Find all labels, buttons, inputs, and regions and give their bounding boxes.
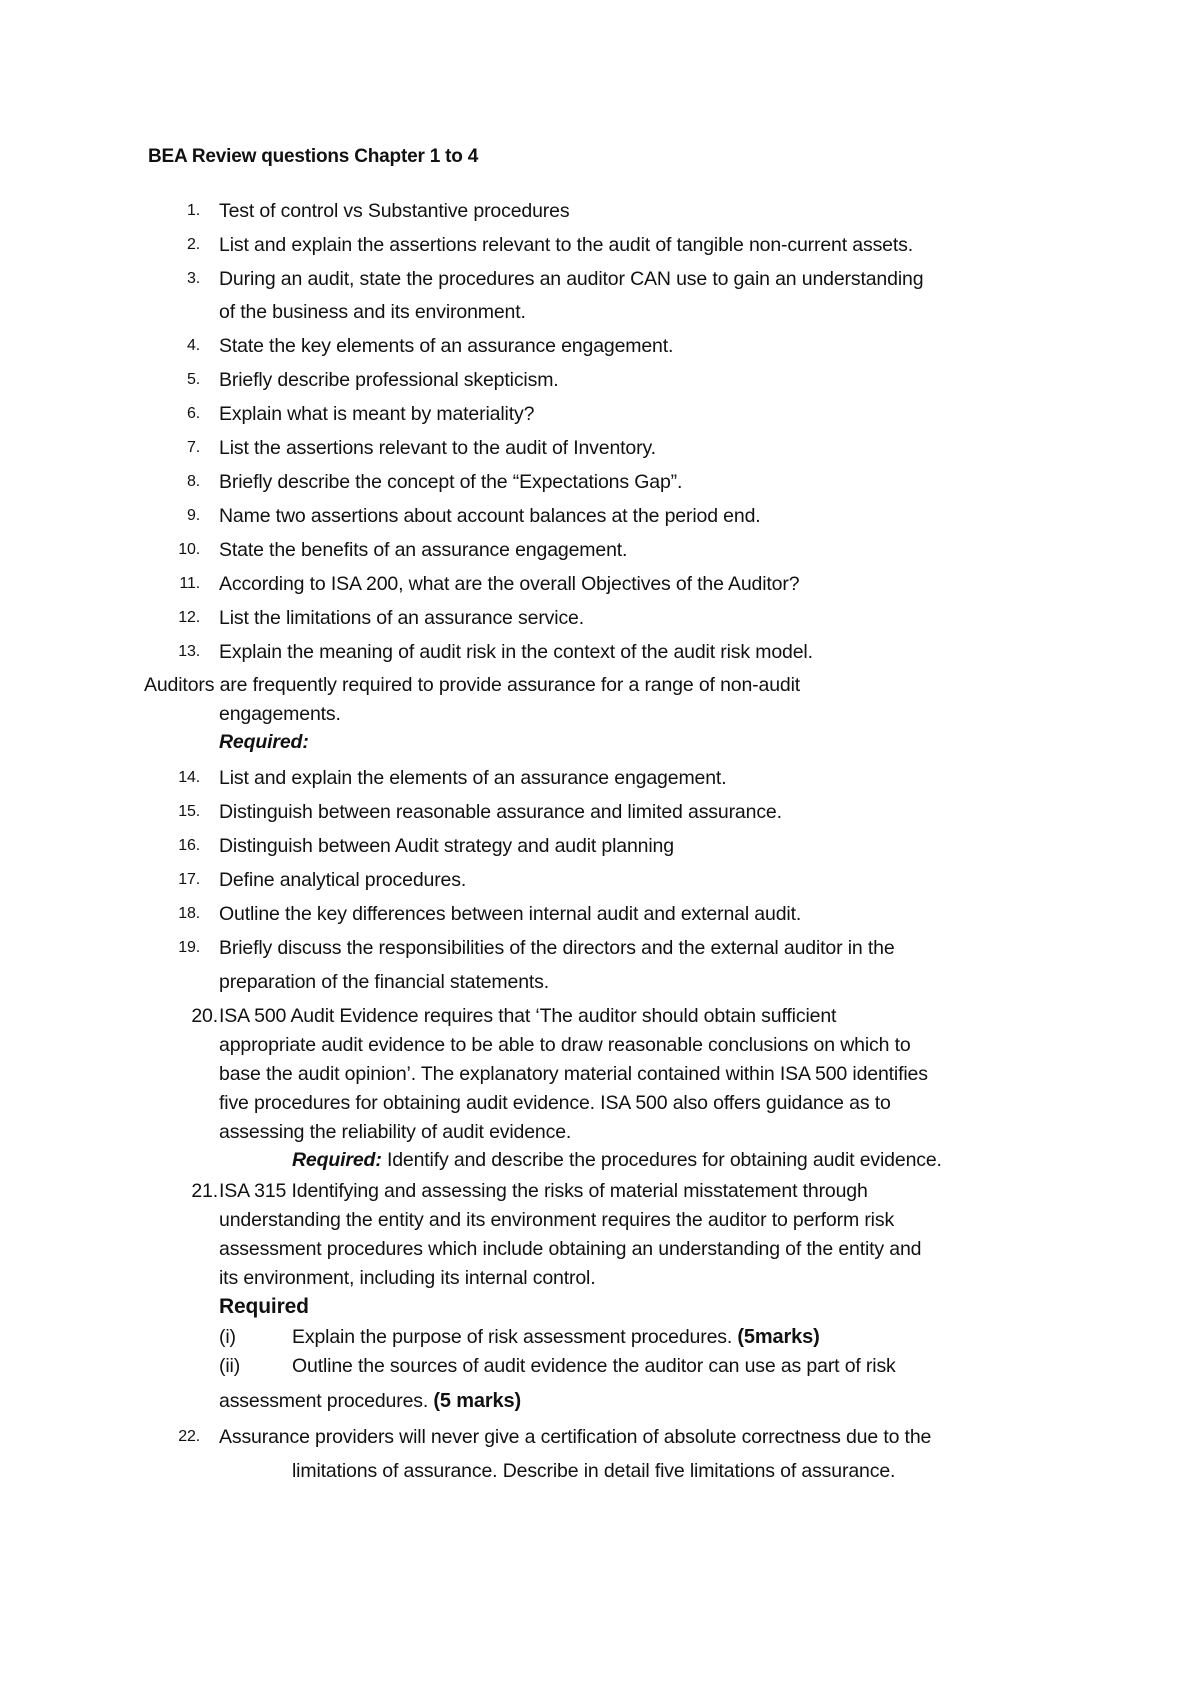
marks-label: (5 marks): [433, 1390, 521, 1412]
required-label: Required:: [292, 1149, 382, 1171]
question-text: According to ISA 200, what are the overall Objectives of the Auditor?: [219, 573, 800, 595]
question-text: ISA 315 Identifying and assessing the risks of material misstatement through: [219, 1180, 868, 1202]
question-text: of the business and its environment.: [219, 301, 526, 323]
question-number: 16.: [178, 837, 200, 854]
question-text: assessment procedures which include obtaining an understanding of the entity and: [219, 1238, 922, 1260]
question-text: Briefly describe the concept of the “Expectations Gap”.: [219, 471, 683, 493]
question-text: Explain what is meant by materiality?: [219, 403, 535, 425]
question-number: 5.: [186, 371, 200, 388]
question-text: ISA 500 Audit Evidence requires that ‘The auditor should obtain sufficient: [219, 1005, 837, 1027]
question-text: assessing the reliability of audit evidence.: [219, 1121, 572, 1143]
question-number: 3.: [186, 270, 200, 287]
question-number: 1.: [186, 202, 200, 219]
question-number: 9.: [186, 507, 200, 524]
question-text: List the assertions relevant to the audit of Inventory.: [219, 437, 656, 459]
question-text: its environment, including its internal control.: [219, 1267, 596, 1289]
question-number: 11.: [179, 575, 200, 592]
question-number: 19.: [178, 939, 200, 956]
question-text: Define analytical procedures.: [219, 869, 467, 891]
question-text: preparation of the financial statements.: [219, 971, 550, 993]
sub-question-text-wrap: [292, 1324, 820, 1350]
question-text: Distinguish between Audit strategy and audit planning: [219, 835, 674, 857]
list-item-continuation: limitations of assurance. Describe in detail five limitations of assurance.: [292, 1460, 896, 1482]
question-text: Explain the meaning of audit risk in the context of the audit risk model.: [219, 641, 813, 663]
required-label: Required: [219, 1295, 309, 1318]
question-number: 15.: [178, 803, 200, 820]
question-number: 12.: [178, 609, 200, 626]
question-number: 4.: [186, 337, 200, 354]
question-text: understanding the entity and its environment requires the auditor to perform risk: [219, 1209, 895, 1231]
sub-question-label: (ii): [219, 1355, 241, 1377]
intro-text-continuation: engagements.: [219, 703, 341, 725]
page-title: BEA Review questions Chapter 1 to 4: [148, 146, 479, 167]
marks-label: (5marks): [737, 1326, 820, 1348]
question-text: Distinguish between reasonable assurance and limited assurance.: [219, 801, 782, 823]
required-label: Required:: [219, 731, 309, 753]
sub-question-continuation: [219, 1388, 521, 1414]
question-text: Assurance providers will never give a certification of absolute correctness due to the: [219, 1426, 932, 1448]
question-text: five procedures for obtaining audit evidence. ISA 500 also offers guidance as to: [219, 1092, 891, 1114]
question-number: 10.: [178, 541, 200, 558]
required-line: [292, 1147, 942, 1173]
question-number: 20.: [191, 1005, 218, 1027]
question-number: 22.: [178, 1428, 200, 1445]
required-text: Identify and describe the procedures for obtaining audit evidence.: [381, 1149, 942, 1171]
question-text: State the key elements of an assurance engagement.: [219, 335, 674, 357]
question-number: 14.: [178, 769, 200, 786]
question-text: base the audit opinion’. The explanatory material contained within ISA 500 identifies: [219, 1063, 928, 1085]
question-number: 8.: [186, 473, 200, 490]
question-text: Test of control vs Substantive procedures: [219, 200, 570, 222]
question-number: 6.: [186, 405, 200, 422]
question-text: List the limitations of an assurance service.: [219, 607, 585, 629]
sub-question-text: Outline the sources of audit evidence the auditor can use as part of risk: [292, 1355, 896, 1377]
question-number: 7.: [186, 439, 200, 456]
question-text: During an audit, state the procedures an auditor CAN use to gain an understanding: [219, 268, 924, 290]
question-text: Briefly discuss the responsibilities of the directors and the external auditor in the: [219, 937, 895, 959]
question-text: appropriate audit evidence to be able to draw reasonable conclusions on which to: [219, 1034, 911, 1056]
question-text: Name two assertions about account balances at the period end.: [219, 505, 761, 527]
question-number: 17.: [178, 871, 200, 888]
question-number: 2.: [186, 236, 200, 253]
question-number: 21.: [191, 1180, 218, 1202]
question-text: Outline the key differences between internal audit and external audit.: [219, 903, 802, 925]
question-text: Briefly describe professional skepticism.: [219, 369, 559, 391]
question-text: List and explain the assertions relevant to the audit of tangible non-current assets.: [219, 234, 914, 256]
question-number: 18.: [178, 905, 200, 922]
question-number: 13.: [178, 643, 200, 660]
intro-text: Auditors are frequently required to provide assurance for a range of non-audit: [144, 674, 801, 696]
question-text: List and explain the elements of an assurance engagement.: [219, 767, 727, 789]
sub-question-text: Explain the purpose of risk assessment procedures.: [292, 1326, 738, 1348]
sub-question-text: assessment procedures.: [219, 1390, 434, 1412]
question-text: State the benefits of an assurance engagement.: [219, 539, 628, 561]
sub-question-label: (i): [219, 1326, 236, 1348]
